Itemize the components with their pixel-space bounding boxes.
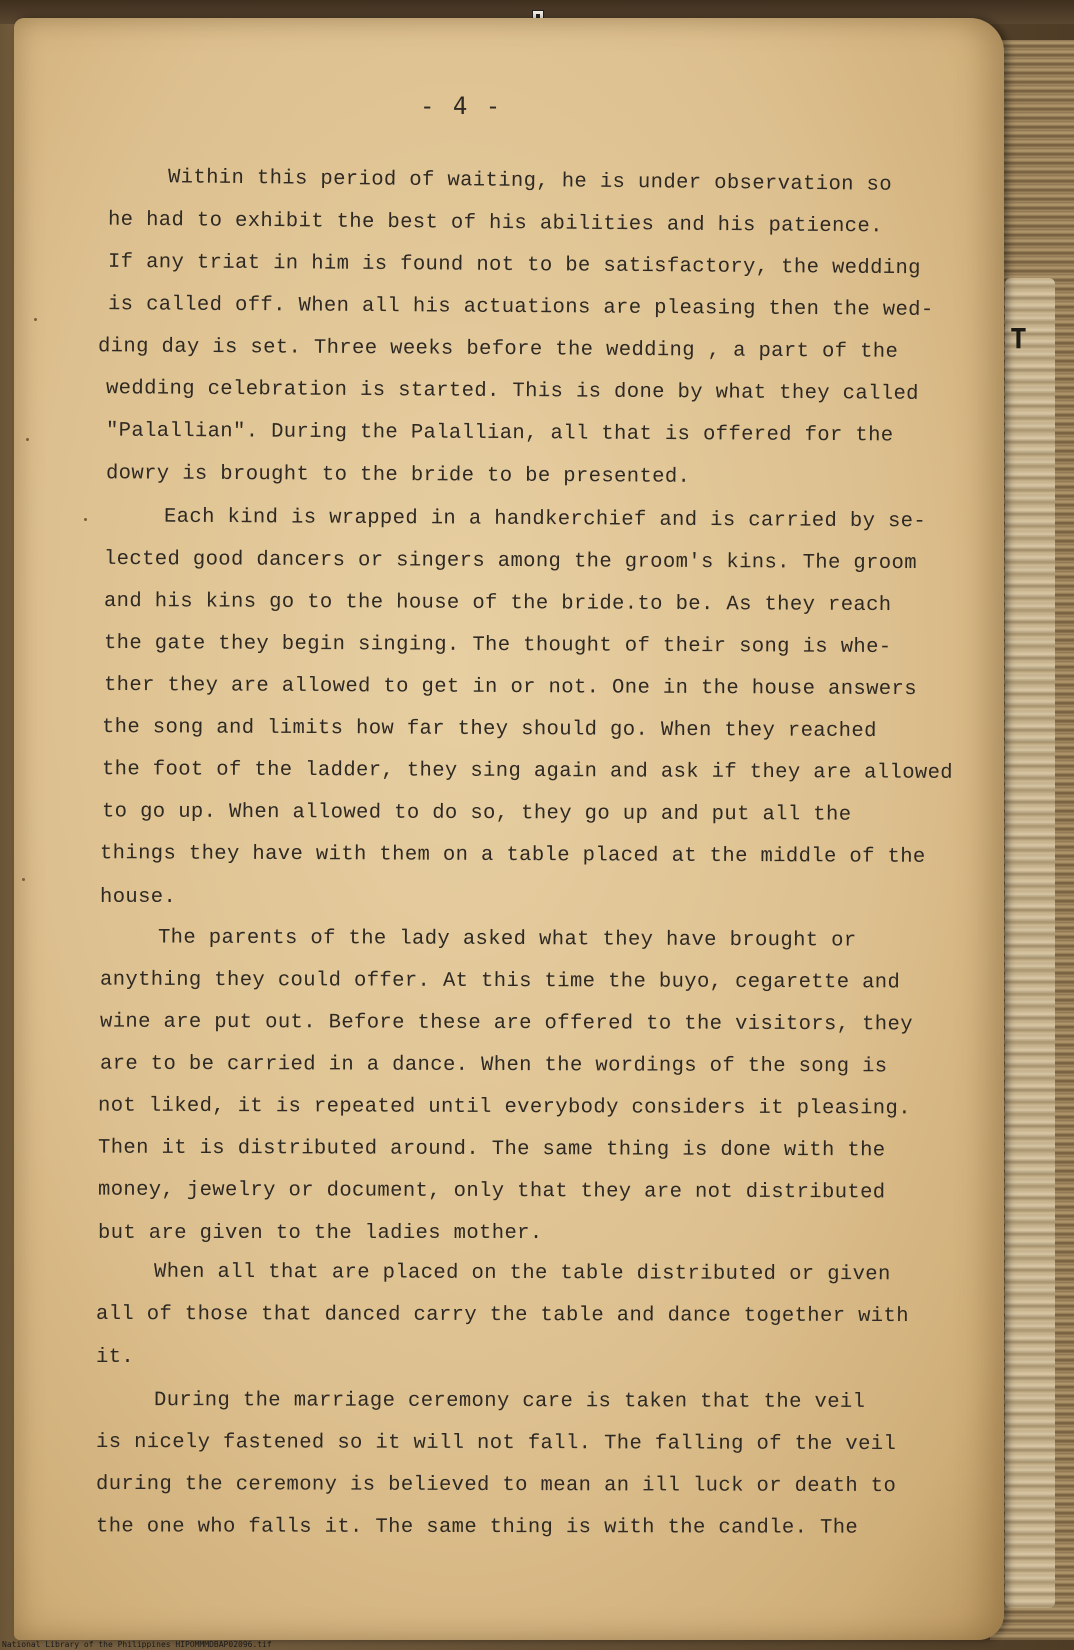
text-line: If any triat in him is found not to be satisfactory, the wedding: [107, 250, 922, 281]
paper-speck: [34, 318, 37, 321]
text-line: lected good dancers or singers among the groom's kins. The groom: [103, 547, 917, 576]
text-line: not liked, it is repeated until everybody considers it pleasing.: [97, 1094, 911, 1121]
text-line: wine are put out. Before these are offered to the visitors, they: [99, 1010, 913, 1037]
text-line: money, jewelry or document, only that they are not distributed: [97, 1178, 886, 1205]
text-line: the foot of the ladder, they sing again and ask if they are allowed: [101, 758, 954, 785]
text-line: is called off. When all his actuations are pleasing then the wed-: [107, 293, 934, 322]
tab-mark: T: [1010, 322, 1027, 355]
text-line: Each kind is wrapped in a handkerchief and is carried by se-: [163, 505, 927, 534]
text-line: ding day is set. Three weeks before the wedding , a part of the: [97, 335, 899, 364]
text-line: Then it is distributed around. The same thing is done with the: [97, 1136, 886, 1163]
text-line: ther they are allowed to get in or not. One in the house answers: [103, 673, 917, 702]
text-line: "Palallian". During the Palallian, all that is offered for the: [105, 419, 894, 448]
paper-speck: [22, 878, 25, 881]
text-line: wedding celebration is started. This is done by what they called: [105, 377, 920, 406]
page-number: - 4 -: [420, 92, 503, 120]
text-line: during the ceremony is believed to mean an ill luck or death to: [95, 1472, 897, 1499]
text-line: are to be carried in a dance. When the wordings of the song is: [99, 1052, 888, 1079]
text-line: The parents of the lady asked what they have brought or: [157, 926, 857, 953]
text-line: all of those that danced carry the table and dance together with: [95, 1302, 909, 1329]
text-line: is nicely fastened so it will not fall. The falling of the veil: [95, 1430, 897, 1457]
text-line: anything they could offer. At this time the buyo, cegarette and: [99, 968, 901, 995]
paper-speck: [26, 438, 29, 441]
text-line: When all that are placed on the table distributed or given: [153, 1260, 891, 1287]
text-line: house.: [100, 886, 177, 909]
text-line: things they have with them on a table placed at the middle of the: [99, 842, 926, 869]
text-line: dowry is brought to the bride to be presented.: [105, 462, 691, 489]
paper-speck: [84, 518, 87, 521]
text-line: During the marriage ceremony care is taken that the veil: [153, 1389, 866, 1414]
text-line: but are given to the ladies mother.: [98, 1222, 543, 1245]
text-line: to go up. When allowed to do so, they go up and put all the: [101, 800, 852, 827]
text-line: he had to exhibit the best of his abilities and his patience.: [107, 208, 883, 239]
text-line: and his kins go to the house of the bride.to be. As they reach: [103, 589, 892, 618]
text-line: the one who falls it. The same thing is with the candle. The: [95, 1515, 859, 1540]
text-line: it.: [96, 1346, 135, 1369]
text-line: Within this period of waiting, he is under observation so: [167, 166, 893, 197]
index-tab: [1005, 278, 1055, 1608]
text-line: the gate they begin singing. The thought of their song is whe-: [103, 631, 892, 660]
text-line: the song and limits how far they should go. When they reached: [101, 715, 877, 744]
archive-caption: National Library of the Philippines HIPOMMMDBAP02096.tif: [2, 1640, 272, 1649]
